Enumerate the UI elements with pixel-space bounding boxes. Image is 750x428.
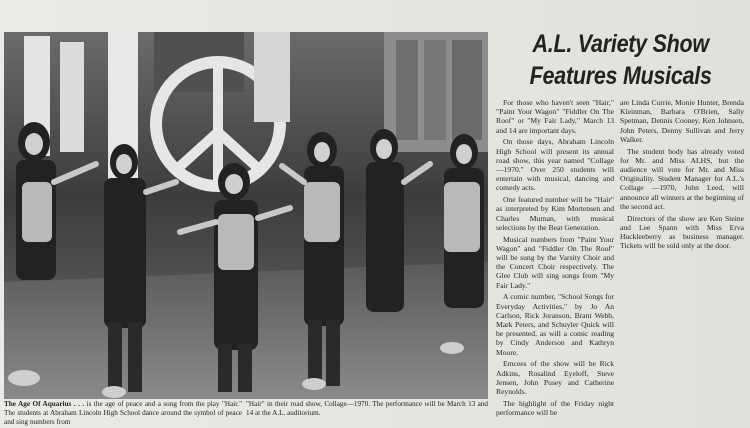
photo-caption-left [4, 400, 242, 428]
caption-left-text: is the age of peace and a song from the play "Hair." The students at Abraham Lincoln High School dance around the symbol of peace and sing numbers from [4, 400, 242, 426]
article-column-1 [496, 98, 614, 428]
article-paragraph: Directors of the show are Ken Steine and Lee Spann with Miss Erva Huckleeberry as business manager. Tickets will be sold only at the door. [620, 213, 744, 251]
caption-lead: The Age Of Aquarius . . . [4, 400, 85, 408]
article-paragraph: A comic number, "School Songs for Everyday Activities," by Jo An Carlson, Rick Joranson, Brant Webb, Mark Peters, and Schuyler Quick will be presented, as will a comic reading by Cindy Anderson and Kathryn Moore. [496, 292, 614, 357]
article-paragraph: The student body has already voted for Mr. and Miss ALHS, but the audience will vote for Mr. and Miss Originality. Student Manager for A.L.'s Collage —1970, John Leed, will announce all winners at the beginning of the second act. [620, 146, 744, 211]
article-paragraph: Musical numbers from "Paint Your Wagon" and "Fiddler On The Roof" will be sung by the Varsity Choir and the Concert Choir respectively. The Glee Club will sing songs from "My Fair Lady." [496, 234, 614, 290]
headline [496, 28, 745, 92]
article-paragraph: One featured number will be "Hair" as interpreted by Kim Mortensen and Charles Murnan, with musical selections by the Beat Generation. [496, 195, 614, 232]
article-paragraph: For those who haven't seen "Hair," "Paint Your Wagon" "Fiddler On The Roof" or "My Fair Lady," March 13 and 14 are important days. [496, 98, 614, 135]
photo-caption-right: "Hair" in their road show, Collage—1970. The performance will be March 13 and 14 at the A.L. auditorium. [246, 400, 488, 417]
photograph-of-students-dancing-icon [4, 32, 488, 399]
article-column-2 [620, 98, 744, 278]
article-paragraph: Emcees of the show will be Rick Adkins, Rosalind Eyeloff, Steve Jensen, John Pusey and Catherine Reynolds. [496, 359, 614, 397]
article-paragraph: On those days, Abraham Lincoln High School will present its annual road show, this year named "Collage—1970." Over 250 students will entertain with musical, dancing and comedy acts. [496, 137, 614, 193]
article-paragraph: The highlight of the Friday night performance will be [496, 398, 614, 418]
headline-line-1: A.L. Variety Show [532, 30, 709, 58]
photograph [4, 32, 488, 399]
headline-line-2: Features Musicals [529, 62, 712, 90]
article-paragraph: are Linda Currie, Monie Hunter, Brenda Kleinman, Barbara O'Brien, Sally Spetman, Dennis Cooney, Ken Johnsen, John Peters, Denny Sullivan and Jerry Walker. [620, 98, 744, 144]
